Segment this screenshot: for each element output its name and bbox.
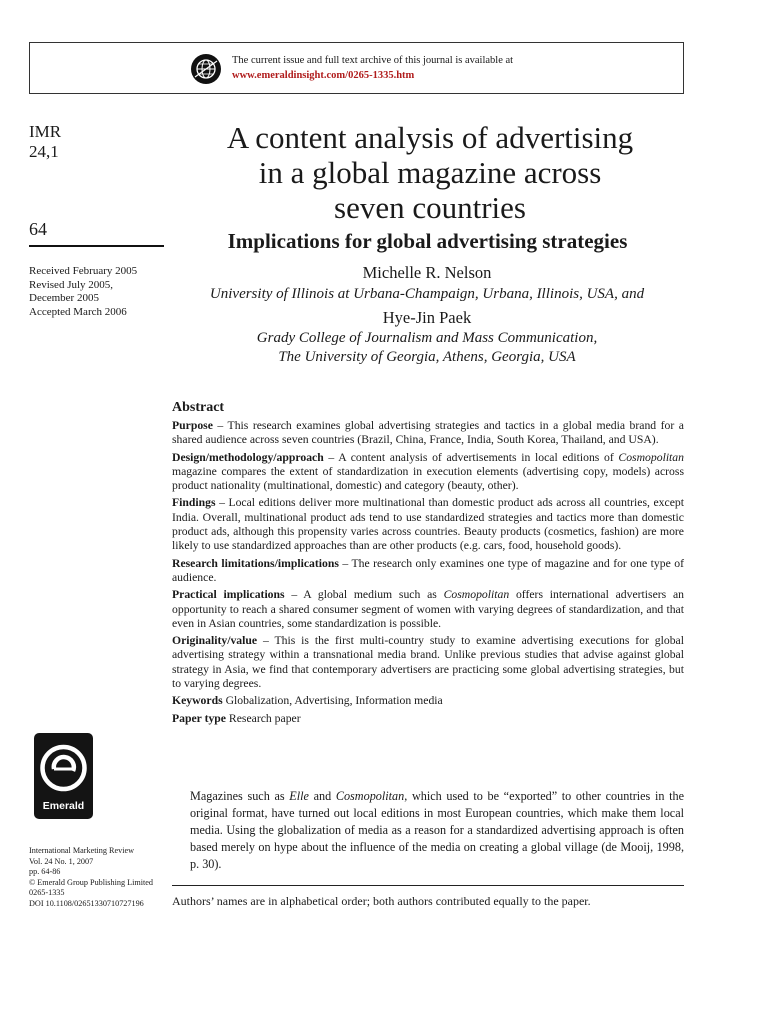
journal-access-banner: [29, 42, 684, 94]
abstract-limitations: [172, 557, 684, 586]
section-text: – A global medium such as: [284, 588, 444, 602]
abstract-heading: Abstract: [172, 400, 225, 415]
history-line: Received February 2005: [29, 265, 138, 277]
section-text: Research paper: [226, 711, 301, 725]
article-title: [170, 120, 690, 225]
section-label: Design/methodology/approach: [172, 450, 324, 464]
emphasis-text: Cosmopolitan: [335, 789, 405, 803]
abstract-paper-type: [172, 712, 684, 726]
title-line: A content analysis of advertising: [226, 120, 634, 155]
globe-icon: [190, 53, 222, 85]
submission-history: [29, 265, 137, 319]
publication-info: [29, 846, 153, 909]
section-text: – This research examines global advertising strategies and tactics in a global media brand for a shared audience across seven countries (Brazil, China, France, India, South Korea, Thailand, and USA).: [172, 419, 684, 447]
abstract-practical: [172, 588, 684, 631]
abstract-keywords: [172, 694, 684, 708]
affiliation-line: The University of Georgia, Athens, Georgia, USA: [278, 349, 576, 365]
section-text: – A content analysis of advertisements in local editions of: [323, 450, 619, 464]
section-text: – This is the first multi-country study to examine advertising executions for global advertising strategy within a transnational media brand. Unlike previous studies that advise against global strategy in Asia, we find that contemporary advertisers are practicing some global advertising strategies, but to varying degrees.: [172, 634, 684, 691]
history-line: Revised July 2005,: [29, 278, 114, 291]
page-number: 64: [29, 219, 47, 239]
emerald-logo: [34, 733, 93, 819]
abstract-design: [172, 451, 684, 494]
body-paragraph: [190, 788, 684, 873]
section-label: Originality/value: [172, 634, 258, 648]
section-label: Purpose: [172, 419, 213, 432]
section-label: Findings: [172, 496, 216, 510]
author-affiliation: [172, 329, 682, 367]
section-label: Paper type: [172, 711, 226, 725]
section-text: – Local editions deliver more multinational than domestic product ads across all countries, except India. Overall, multinational product ads tend to use standardized strategies and tactics more than domestic product ads, although this propensity varies across countries. Beauty products (cosmetics, fashion) are more likely to use standardized approaches than are other products (e.g. cars, food, household goods).: [172, 496, 684, 553]
doi-link[interactable]: DOI 10.1108/02651330710727196: [29, 898, 144, 908]
pubinfo-line: © Emerald Group Publishing Limited: [29, 877, 154, 887]
history-line: December 2005: [29, 292, 99, 304]
history-line: Accepted March 2006: [29, 305, 127, 318]
title-line: in a global magazine across: [258, 155, 602, 190]
journal-url-link[interactable]: www.emeraldinsight.com/0265-1335.htm: [232, 70, 415, 81]
section-text: offers international advertisers an opportunity to reach a shared consumer segment of women with varying degrees of standardization, and that even in Asian countries, some standardization is possible.: [172, 588, 684, 630]
section-label: Practical implications: [172, 588, 285, 602]
emphasis-text: Elle: [289, 789, 309, 803]
author-affiliation: University of Illinois at Urbana-Champaign, Urbana, Illinois, USA, and: [209, 286, 645, 302]
abstract-body: [172, 419, 684, 729]
journal-code: [29, 122, 61, 162]
section-text: – The research only examines one type of magazine and for one type of audience.: [172, 556, 685, 584]
emerald-logo-label: Emerald: [42, 800, 85, 812]
section-label: Research limitations/implications: [172, 556, 339, 570]
body-text: , which used to be “exported” to other countries in the original format, have turned out local editions in most European countries, which make them local media. Using the globalization of media as a reason for a standardized advertising approach is often based merely on hype about the influence of the media on creating a global village (de Mooij, 1998, p. 30).: [190, 789, 684, 871]
emphasis-text: Cosmopolitan: [443, 588, 510, 602]
pubinfo-line: pp. 64-86: [29, 867, 61, 876]
author-name: Michelle R. Nelson: [362, 263, 492, 282]
footnote-rule: [172, 885, 684, 886]
article-subtitle: Implications for global advertising strategies: [227, 229, 628, 253]
section-label: Keywords: [172, 694, 223, 708]
pubinfo-line: International Marketing Review: [29, 846, 135, 855]
abstract-purpose: [172, 419, 684, 448]
journal-abbrev: IMR: [29, 122, 62, 141]
footnote: Authors’ names are in alphabetical order; both authors contributed equally to the paper.: [172, 894, 591, 908]
pubinfo-line: 0265-1335: [29, 888, 65, 897]
affiliation-line: Grady College of Journalism and Mass Communication,: [256, 330, 598, 346]
section-text: Globalization, Advertising, Information media: [222, 694, 443, 708]
emerald-e-icon: [34, 737, 93, 801]
body-text: Magazines such as: [190, 789, 290, 803]
title-line: seven countries: [334, 190, 526, 225]
abstract-findings: [172, 496, 684, 553]
section-text: magazine compares the extent of standardization in execution elements (advertising copy, models) across product nationality (multinational, domestic) and category (beauty, other).: [172, 464, 684, 493]
access-notice: The current issue and full text archive of this journal is available at: [232, 55, 514, 66]
page-number-rule: [29, 245, 164, 247]
emphasis-text: Cosmopolitan: [618, 450, 684, 464]
author-name: Hye-Jin Paek: [382, 308, 472, 327]
abstract-originality: [172, 634, 684, 691]
volume-issue: 24,1: [29, 142, 59, 161]
body-text: and: [308, 789, 336, 803]
pubinfo-line: Vol. 24 No. 1, 2007: [29, 856, 94, 866]
